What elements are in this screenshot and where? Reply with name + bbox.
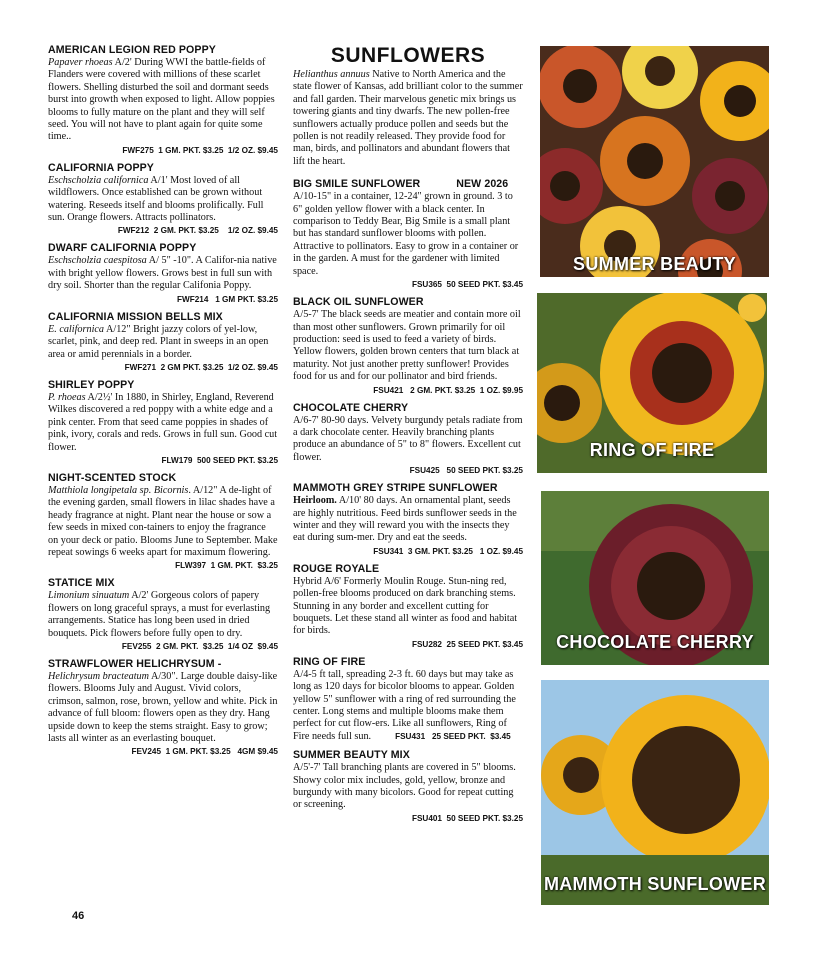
product-title: MAMMOTH GREY STRIPE SUNFLOWER	[293, 482, 498, 495]
product-title: CHOCOLATE CHERRY	[293, 401, 409, 414]
product-title: BLACK OIL SUNFLOWER	[293, 296, 424, 309]
photo-caption: SUMMER BEAUTY	[573, 254, 736, 274]
product-black-oil-sunflower	[293, 296, 523, 395]
product-description: A/5'-7' Tall branching plants are covered in 5" blooms. Showy color mix includes, gold, yellow, bronze and burgundy with many bicolors. Good for repeat cutting or screening.	[293, 762, 516, 811]
product-price: FSU421 2 GM. PKT. $3.25 1 OZ. $9.95	[373, 385, 523, 395]
product-price: FEV255 2 GM. PKT. $3.25 1/4 OZ $9.45	[121, 642, 278, 651]
latin-name: Eschscholzia californica	[48, 174, 149, 186]
product-title-text: BIG SMILE SUNFLOWER	[293, 178, 421, 191]
product-price: FSU341 3 GM. PKT. $3.25 1 OZ. $9.45	[373, 546, 523, 556]
photo-caption: CHOCOLATE CHERRY	[556, 632, 754, 652]
photo-mammoth-sunflower	[541, 680, 769, 905]
heirloom-label: Heirloom.	[293, 495, 337, 507]
product-price: FEV245 1 GM. PKT. $3.25 4GM $9.45	[131, 747, 278, 757]
product-title: STATICE MIX	[48, 577, 115, 590]
product-title: STRAWFLOWER HELICHRYSUM -	[48, 658, 222, 670]
photo-caption: MAMMOTH SUNFLOWER	[543, 874, 767, 894]
product-title: DWARF CALIFORNIA POPPY	[48, 242, 197, 255]
photo-caption: RING OF FIRE	[589, 440, 715, 460]
description-text: A/2' Gorgeous colors of papery flowers on long graceful sprays, a must for everlasting arrangements. Statice has long been used in dried bouquets. Pick flowers before fully open to dry.	[48, 590, 271, 639]
product-description	[48, 324, 278, 361]
product-night-scented-stock	[48, 472, 278, 571]
product-price: FWF212 2 GM. PKT. $3.25 1/2 OZ. $9.45	[117, 226, 278, 236]
sunflower-yellow-photo	[541, 680, 769, 905]
product-big-smile-sunflower	[293, 178, 523, 290]
latin-name: E. californica	[48, 323, 105, 335]
section-intro	[293, 69, 523, 168]
product-mammoth-grey-stripe	[293, 482, 523, 557]
product-shirley-poppy	[48, 379, 278, 466]
product-price: FWF271 2 GM PKT. $3.25 1/2 OZ. $9.45	[124, 362, 278, 372]
page-number: 46	[72, 910, 85, 922]
product-description	[48, 485, 278, 559]
description-text: A/4-5 ft tall, spreading 2-3 ft. 60 days but may take as long as 120 days for bicolor blooms to appear. Golden yellow 5" sunflower with a ring of red surrounding the center. Long stems and multiple blooms make them perfect for cut flow-ers. Like all sunflowers, Ring of Fire needs full sun.	[293, 668, 516, 742]
product-california-poppy	[48, 162, 278, 237]
section-title: SUNFLOWERS	[330, 44, 486, 67]
product-title: ROUGE ROYALE	[293, 562, 380, 575]
latin-name: Eschscholzia caespitosa	[48, 255, 147, 267]
middle-column	[293, 44, 523, 830]
product-title: RING OF FIRE	[293, 655, 366, 668]
product-statice-mix	[48, 577, 278, 652]
latin-name: Matthiola longipetala sp. Bicornis	[48, 484, 189, 496]
product-description: Hybrid A/6' Formerly Moulin Rouge. Stun-ning red, pollen-free blooms produced on dark branching stems. Stunning in any border and excellent cutting for bouquets. Let these stand all winter as food and habitat for birds.	[293, 575, 518, 637]
photo-ring-of-fire	[537, 293, 767, 473]
product-price: FLW397 1 GM. PKT. $3.25	[175, 561, 278, 571]
product-dwarf-california-poppy	[48, 242, 278, 304]
product-price: FSU282 25 SEED PKT. $3.45	[411, 639, 523, 649]
new-badge: NEW 2026	[456, 178, 509, 191]
latin-name: Papaver rhoeas	[48, 57, 113, 68]
product-title: NIGHT-SCENTED STOCK	[48, 471, 177, 484]
description-text: A/10' 80 days. An ornamental plant, seeds are highly nutritious. Feed birds sunflower seeds in the winter and they will reward you with the insects they eat during sum-mer. Dry and eat the seeds.	[293, 495, 517, 544]
product-description	[48, 590, 278, 640]
description-text: . A/12" A de-light of the evening garden, small flowers in lilac shades have a heady fragrance at night. Plant near the house or sow a few seeds in mixed con-tainers to enjoy the fragrance on your deck or patio. Blooms June to September. Make repeat sowings 6 weeks apart for maximum flowering.	[48, 484, 278, 558]
product-description: A/6-7' 80-90 days. Velvety burgundy petals radiate from a dark chocolate center. Heavily branching plants produce an abundance of 5" to 8" flowers. Excellent cut flower.	[293, 414, 523, 463]
product-description	[48, 255, 278, 292]
product-description	[48, 671, 278, 745]
product-price: FSU431 25 SEED PKT. $3.45	[395, 731, 511, 741]
product-title: SHIRLEY POPPY	[48, 378, 135, 391]
product-price: FSU425 50 SEED PKT. $3.25	[409, 466, 523, 476]
latin-name: Limonium sinuatum	[48, 590, 130, 602]
description-text: A/12" Bright jazzy colors of yel-low, scarlet, pink, and deep red. Plant in sweeps in an open area or amid perennials in a border.	[48, 323, 269, 360]
latin-name: P. rhoeas	[48, 391, 86, 403]
sunflower-mix-photo	[540, 46, 769, 277]
product-rouge-royale	[293, 563, 523, 650]
product-title	[293, 178, 523, 191]
product-american-legion-poppy	[48, 44, 278, 156]
photo-chocolate-cherry	[541, 491, 769, 665]
description-text: A/2' During WWI the battle-fields of Flanders were covered with millions of these scarlet flowers. Shelling disturbed the soil and dormant seeds burst into growth when exposed to light. Allow poppies blooms to fully mature on the plant and they will self seed. You will not have to plant again for quite some time..	[48, 57, 275, 143]
description-text: A/1' Most loved of all wildflowers. Once established can be grown without watering. Reseeds itself and blooms prolifically. Full sun. Orange flowers. Attracts pollinators.	[48, 174, 264, 224]
product-chocolate-cherry	[293, 402, 523, 477]
product-description	[48, 57, 278, 144]
product-title: SUMMER BEAUTY MIX	[293, 749, 410, 762]
product-price: FSU401 50 SEED PKT. $3.25	[411, 813, 523, 823]
product-title: CALIFORNIA MISSION BELLS MIX	[48, 310, 223, 323]
product-price: FWF275 1 GM. PKT. $3.25 1/2 OZ. $9.45	[122, 145, 278, 155]
description-text: A/30". Large double daisy-like flowers. Blooms July and August. Vivid colors, crimson, salmon, rose, brown, yellow and white. Pick in advance of full bloom: flowers open as they dry. Hang upside down to keep the stems straight. Easy to grow; lasts all winter as an everlasting bouquet.	[48, 671, 278, 745]
product-strawflower	[48, 658, 278, 757]
product-price: FSU365 50 SEED PKT. $3.45	[411, 280, 523, 290]
product-price: FWF214 1 GM PKT. $3.25	[176, 294, 278, 304]
product-description: A/10-15" in a container, 12-24" grown in ground. 3 to 6" golden yellow flower with a black center. In comparison to Teddy Bear, Big Smile is a small plant but has standard sunflower blooms with pollen. Attractive to pollinators. Easy to grow in a container or in the garden. A must for the gardener with limited space.	[293, 191, 519, 277]
product-description	[48, 392, 278, 454]
product-description	[293, 669, 523, 743]
product-ring-of-fire	[293, 656, 523, 743]
product-summer-beauty-mix	[293, 749, 523, 824]
description-text: A/ 5" -10". A Califor-nia native with bright yellow flowers. Grows best in full sun with dry soil. Shorter than the regular Califonia Poppy.	[48, 255, 277, 292]
latin-name: Helichrysum bracteatum	[48, 671, 150, 682]
product-title: CALIFORNIA POPPY	[48, 161, 154, 174]
product-title: AMERICAN LEGION RED POPPY	[48, 44, 216, 56]
product-price: FLW179 500 SEED PKT. $3.25	[161, 455, 278, 465]
latin-name: Helianthus annuus	[293, 69, 370, 80]
photo-summer-beauty	[540, 46, 769, 277]
left-column	[48, 44, 278, 763]
product-description	[293, 495, 523, 545]
product-mission-bells-mix	[48, 311, 278, 373]
intro-text: Native to North America and the state flower of Kansas, add brilliant color to the summer and fall garden. Their marvelous genetic mix brings us towering giants and tiny dwarfs. The new pollen-free sunflowers actually produce pollen and seeds but the pollen is not readily released. They provide food for man, birds, and pollinators and abundant flowers that lift the heart.	[293, 69, 523, 167]
description-text: A/2½' In 1880, in Shirley, England, Reverend Wilkes discovered a red poppy with a white edge and a pink center. From that seed came poppies in shades of pink, ivory, corals and reds. Grows in full sun. Good cut flower.	[48, 391, 278, 453]
product-description	[48, 175, 278, 225]
product-description: A/5-7' The black seeds are meatier and contain more oil than most other sunflowers. Grown primarily for oil production: seed is used to feed a variety of birds. Yellow flowers, golden brown centers that turn black at maturity. Not just another pretty sunflower! Provides food for us and for our pollinator and bird friends.	[293, 309, 521, 383]
